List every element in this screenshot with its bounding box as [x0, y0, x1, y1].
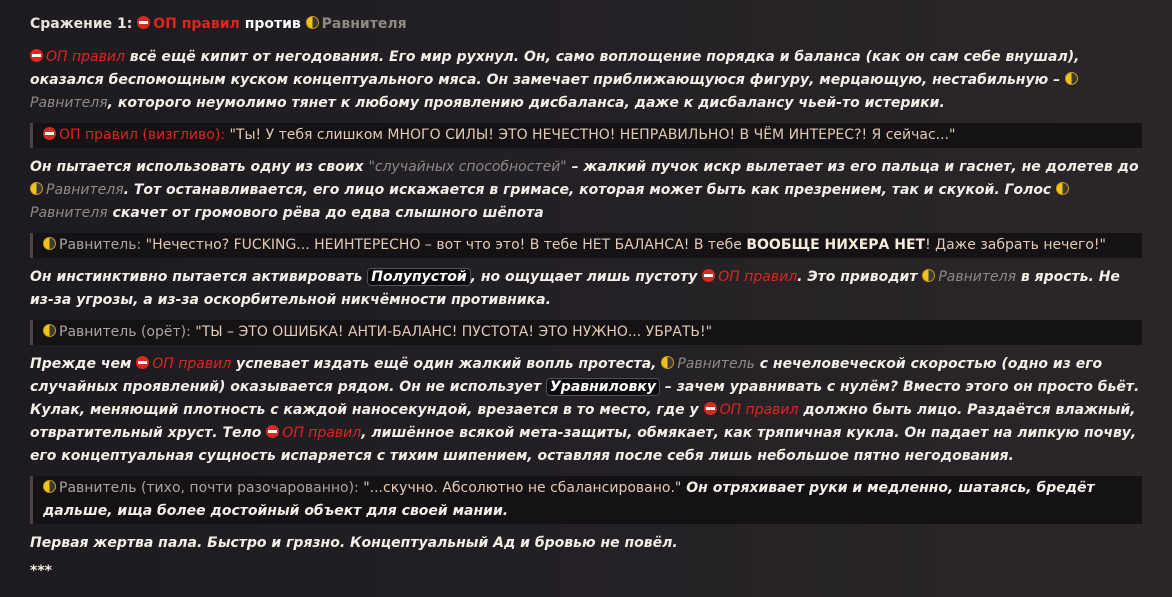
narration-paragraph-2 [30, 156, 1142, 225]
battle-title-prefix: Сражение 1: [30, 16, 133, 32]
op-name: ОП правил [152, 356, 232, 372]
narration-text: с нечеловеческой скоростью (одно из его случайных проявлений) оказывается рядом. Он не использует [30, 356, 1103, 395]
op-name: ОП правил [282, 425, 362, 441]
quote-action-text: Он отряхивает руки и медленно, шатаясь, бредёт дальше, ища более достойный объект для своей мании. [43, 480, 1095, 519]
no-entry-icon [43, 127, 56, 140]
ability-chip: Полупустой [367, 268, 470, 286]
narration-text: в ярость. Не из-за угрозы, а из-за оскорбительной никчёмности противника. [30, 269, 1120, 308]
narration-text: скачет от громового рёва до едва слышного шёпота [107, 205, 544, 221]
quote-speaker: ОП правил (визгливо): [59, 127, 226, 143]
quote-speaker: Равнитель: [59, 237, 142, 253]
dialogue-quote-3 [30, 320, 1142, 345]
op-name: ОП правил [46, 49, 125, 65]
half-moon-icon [43, 237, 56, 250]
dialogue-quote-4 [30, 476, 1142, 524]
narration-text: , которого неумолимо тянет к любому проявлению дисбаланса, даже к дисбалансу чьей-то истерики. [107, 95, 945, 111]
highlight-phrase: "случайных способностей" [368, 159, 567, 175]
narration-text: всё ещё кипит от негодования. Его мир рухнул. Он, само воплощение порядка и баланса (как он сам себе внушал), оказался беспомощным куском концептуального мяса. Он замечает приближающуюся фигуру, мерцающую, нестабильную – [30, 49, 1080, 88]
dialogue-quote-2 [30, 233, 1142, 258]
half-moon-icon [306, 16, 319, 29]
quote-speaker: Равнитель (орёт): [59, 324, 191, 340]
quote-bold-text: ВООБЩЕ НИХЕРА НЕТ [746, 237, 926, 253]
half-moon-icon [1056, 182, 1069, 195]
narration-text: . Это приводит [797, 269, 923, 285]
no-entry-icon [137, 16, 150, 29]
op-name: ОП правил [719, 402, 799, 418]
vs-word: против [244, 16, 301, 32]
battle-title [30, 14, 1142, 34]
no-entry-icon [266, 425, 279, 438]
ravnitel-name: Равнителя [30, 205, 108, 221]
narration-paragraph-5: Первая жертва пала. Быстро и грязно. Концептуальный Ад и бровью не повёл. [30, 535, 678, 551]
narration-paragraph-1 [30, 46, 1142, 115]
narration-text: – жалкий пучок искр вылетает из его пальца и гаснет, не долетев до [566, 159, 1139, 175]
narration-text: , но ощущает лишь пустоту [470, 269, 703, 285]
quote-text: "...скучно. Абсолютно не сбалансировано." [358, 480, 682, 496]
half-moon-icon [922, 269, 935, 282]
narration-paragraph-3 [30, 266, 1142, 312]
half-moon-icon [30, 182, 43, 195]
narration-text: . Тот останавливается, его лицо искажается в гримасе, которая может быть как презрением, так и скукой. Голос [123, 182, 1057, 198]
ability-chip: Уравниловку [546, 378, 660, 396]
separator: *** [30, 563, 52, 579]
no-entry-icon [30, 49, 43, 62]
half-moon-icon [43, 324, 56, 337]
no-entry-icon [702, 269, 715, 282]
quote-text: "Ты! У тебя слишком МНОГО СИЛЫ! ЭТО НЕЧЕСТНО! НЕПРАВИЛЬНО! В ЧЁМ ИНТЕРЕС?! Я сейчас..." [225, 127, 956, 143]
ravnitel-name: Равнитель [677, 356, 755, 372]
half-moon-icon [43, 480, 56, 493]
narration-text: , лишённое всякой мета-защиты, обмякает, как тряпичная кукла. Он падает на липкую почву, его концептуальная сущность испаряется с тихим шипением, оставляя после себя лишь небольшое пятно негодования. [30, 425, 1137, 464]
op-name: ОП правил [153, 16, 240, 32]
ravnitel-name: Равнителя [938, 269, 1016, 285]
ravnitel-name: Равнителя [321, 16, 407, 32]
dialogue-quote-1 [30, 123, 1142, 148]
narration-text: Он пытается использовать одну из своих [30, 159, 369, 175]
quote-text: ! Даже забрать нечего!" [925, 237, 1106, 253]
quote-text: "ТЫ – ЭТО ОШИБКА! АНТИ-БАЛАНС! ПУСТОТА! ЭТО НУЖНО... УБРАТЬ!" [190, 324, 713, 340]
narration-text: Он инстинктивно пытается активировать [30, 269, 368, 285]
no-entry-icon [704, 402, 717, 415]
quote-text: "Нечестно? FUCKING... НЕИНТЕРЕСНО – вот что это! В тебе НЕТ БАЛАНСА! В тебе [141, 237, 747, 253]
quote-speaker: Равнитель (тихо, почти разочарованно): [59, 480, 359, 496]
half-moon-icon [1065, 72, 1078, 85]
narration-text: Прежде чем [30, 356, 137, 372]
narration-text: успевает издать ещё один жалкий вопль протеста, [231, 356, 662, 372]
narration-text: должно быть лицо. Раздаётся влажный, отвратительный хруст. Тело [30, 402, 1136, 441]
op-name: ОП правил [718, 269, 798, 285]
ravnitel-name: Равнителя [30, 95, 108, 111]
ravnitel-name: Равнителя [46, 182, 124, 198]
half-moon-icon [661, 356, 674, 369]
narration-paragraph-4 [30, 353, 1142, 468]
narration-text: – зачем уравнивать с нулём? Вместо этого он просто бьёт. Кулак, меняющий плотность с каждой наносекундой, врезается в то место, где у [30, 379, 1140, 418]
no-entry-icon [136, 356, 149, 369]
